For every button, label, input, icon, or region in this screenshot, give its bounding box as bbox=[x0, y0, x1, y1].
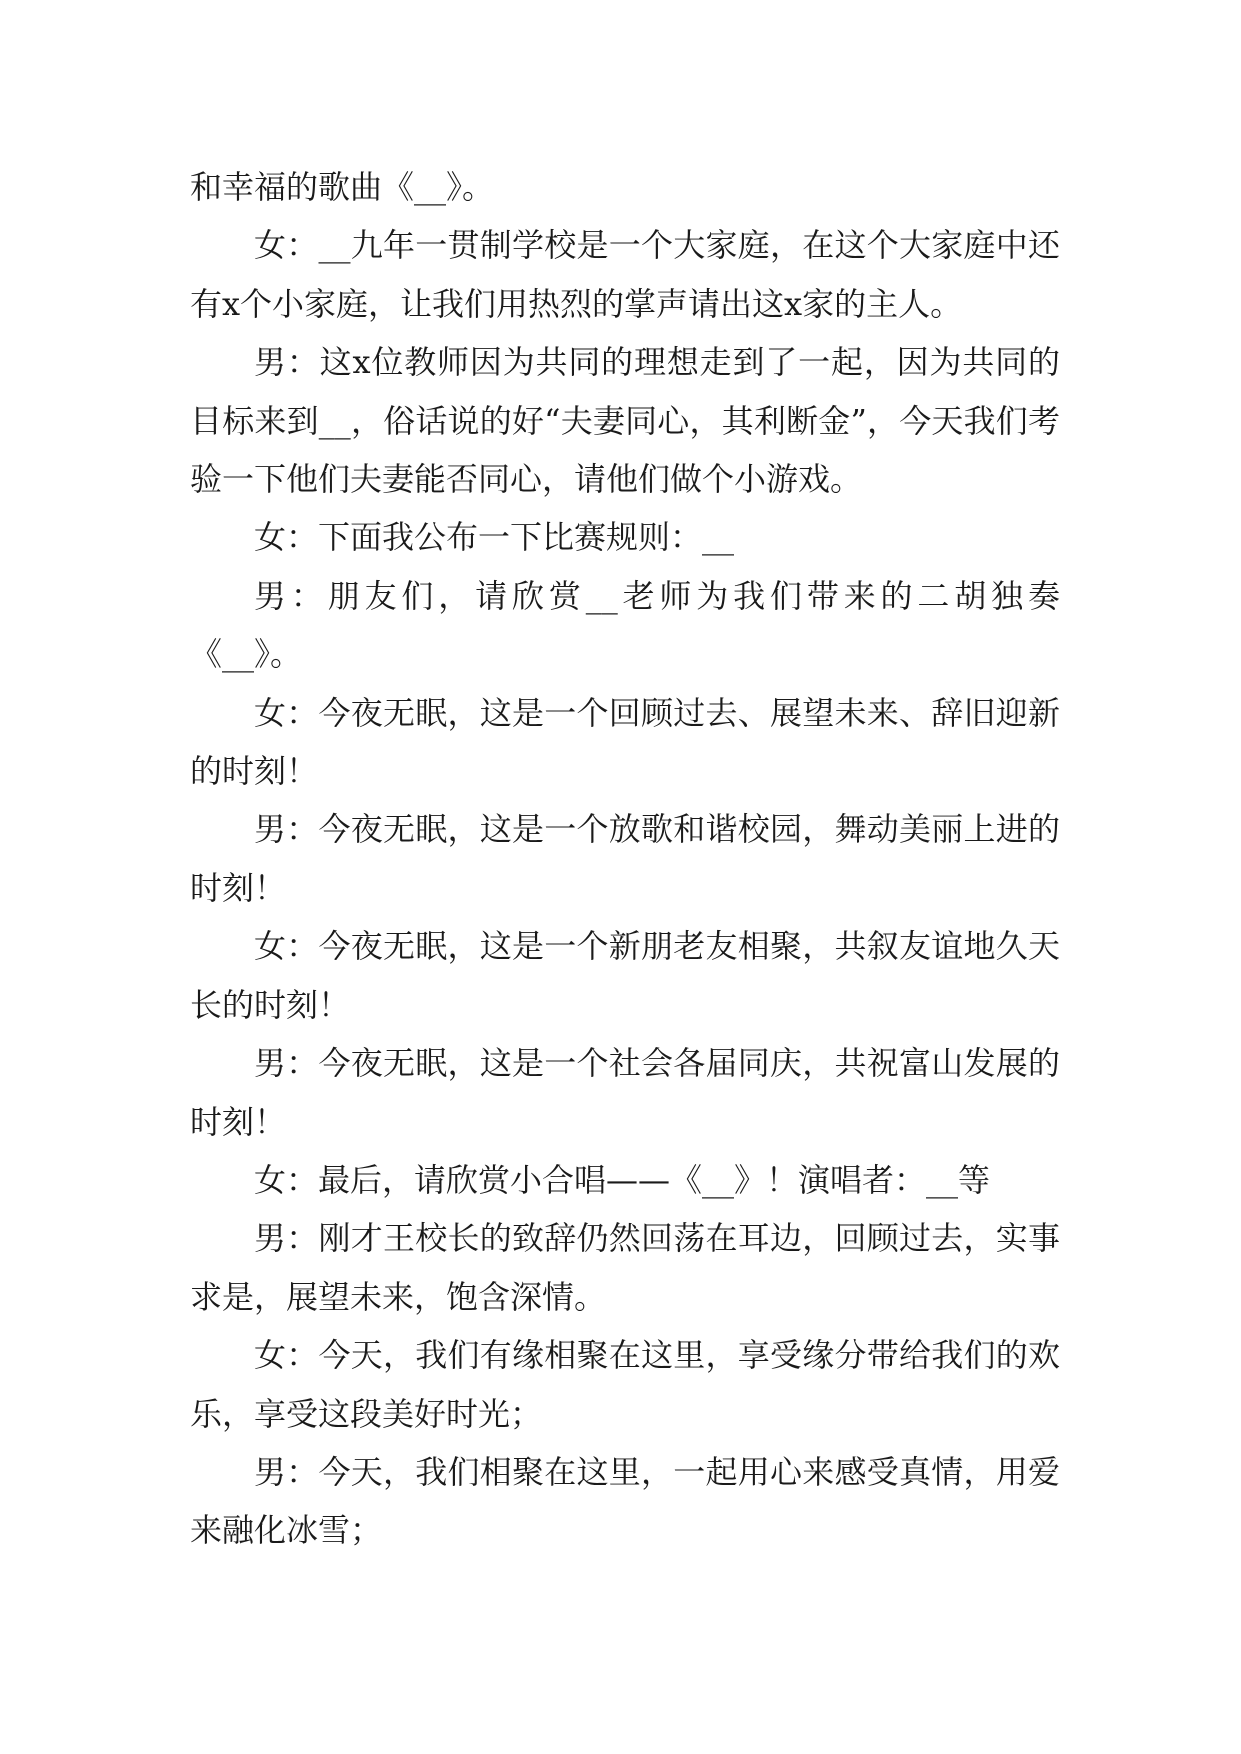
document-body bbox=[190, 158, 1060, 1560]
paragraph-8: 男：今夜无眠，这是一个社会各届同庆，共祝富山发展的时刻！ bbox=[190, 1044, 1060, 1141]
paragraph-5: 女：今夜无眠，这是一个回顾过去、展望未来、辞旧迎新的时刻！ bbox=[190, 693, 1060, 791]
paragraph-12: 男：今天，我们相聚在这里，一起用心来感受真情，用爱来融化冰雪； bbox=[190, 1452, 1060, 1550]
paragraph-10: 男：刚才王校长的致辞仍然回荡在耳边，回顾过去，实事求是，展望未来，饱含深情。 bbox=[190, 1219, 1060, 1316]
paragraph-7: 女：今夜无眠，这是一个新朋老友相聚，共叙友谊地久天长的时刻！ bbox=[190, 927, 1060, 1024]
paragraph-6: 男：今夜无眠，这是一个放歌和谐校园，舞动美丽上进的时刻！ bbox=[190, 810, 1060, 907]
paragraph-3: 女：下面我公布一下比赛规则：__ bbox=[254, 518, 735, 557]
paragraph-1: 女：__九年一贯制学校是一个大家庭，在这个大家庭中还有x个小家庭，让我们用热烈的掌声请出这x家的主人。 bbox=[190, 226, 1060, 323]
paragraph-9: 女：最后，请欣赏小合唱——《__》！演唱者：__等 bbox=[254, 1160, 991, 1199]
paragraph-11: 女：今天，我们有缘相聚在这里，享受缘分带给我们的欢乐，享受这段美好时光； bbox=[190, 1336, 1060, 1433]
paragraph-4: 男：朋友们，请欣赏__老师为我们带来的二胡独奏《__》。 bbox=[190, 576, 1060, 674]
paragraph-0: 和幸福的歌曲《__》。 bbox=[190, 168, 495, 206]
paragraph-2: 男：这x位教师因为共同的理想走到了一起，因为共同的目标来到__，俗话说的好“夫妻同心，其利断金”，今天我们考验一下他们夫妻能否同心，请他们做个小游戏。 bbox=[190, 343, 1060, 499]
